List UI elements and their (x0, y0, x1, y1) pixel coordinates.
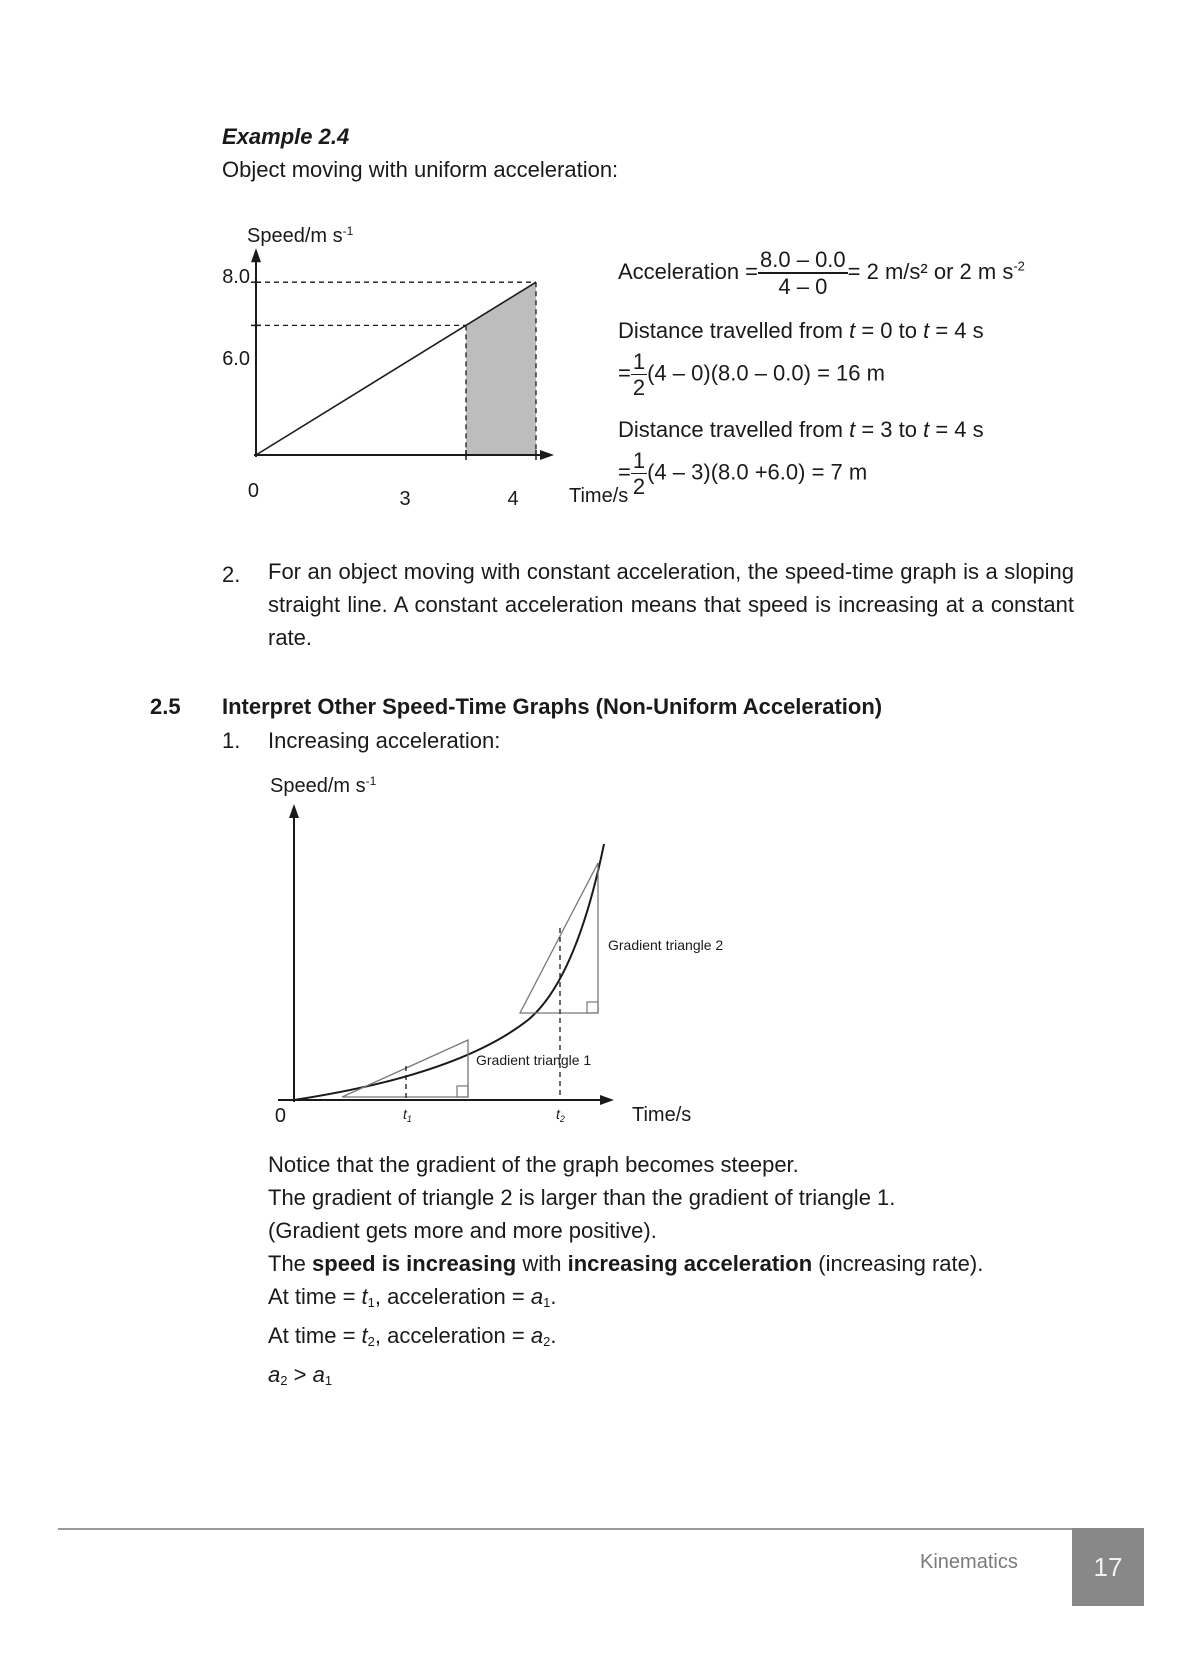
g2-right-angle-1 (457, 1086, 468, 1097)
note-line: The gradient of triangle 2 is larger than the gradient of triangle 1. (268, 1185, 896, 1210)
speed-time-graph-increasing (258, 770, 778, 1130)
g2-x-axis-label: Time/s (632, 1104, 692, 1126)
accel-fraction: $\frac{8.0 - 0.0}{4 - 0}$ (760, 247, 846, 300)
footer-rule (58, 1528, 1144, 1530)
g1-origin-label: 0 (247, 480, 259, 502)
example-title: Example 2.4 (222, 124, 350, 149)
g1-y-axis-arrow (251, 248, 261, 262)
notes-block (268, 1148, 983, 1397)
g2-t2-label: $t_2$ (556, 1106, 565, 1124)
g1-y-axis-label: Speed/m $s^{-1}$ (247, 224, 354, 247)
chapter-name: Kinematics (920, 1551, 1018, 1573)
g2-origin-label: 0 (274, 1105, 286, 1127)
g1-shaded-area (466, 282, 536, 455)
g2-right-angle-2 (587, 1002, 598, 1013)
accel-result: = 2 m/s² or 2 m s (847, 258, 1014, 284)
g2-triangle-2-label: Gradient triangle 2 (608, 937, 724, 953)
speed-time-graph-uniform (210, 220, 629, 510)
point-1-text: Increasing acceleration: (268, 728, 501, 753)
g1-x-tick-label: 3 (399, 488, 411, 510)
list-number: 2. (222, 562, 241, 587)
g2-x-axis-arrow (600, 1095, 614, 1105)
note-line: At time = $t_2$, acceleration = $a_2$. (268, 1323, 557, 1349)
gradient-triangle-1 (342, 1040, 468, 1097)
g1-x-tick-label: 4 (507, 488, 519, 510)
g1-x-axis-label: Time/s (569, 485, 629, 507)
list-number: 1. (222, 728, 241, 753)
gradient-triangle-2 (520, 863, 598, 1013)
point-2-text: For an object moving with constant acceleration, the speed-time graph is a sloping straight line. A constant acceleration means that speed is increasing at a constant rate. (268, 559, 1074, 650)
distance-line-1: Distance travelled from t = 0 to t = 4 s (618, 318, 984, 343)
g2-t1-label: $t_1$ (403, 1106, 412, 1124)
note-line: Notice that the gradient of the graph becomes steeper. (268, 1152, 799, 1177)
example-subtitle: Object moving with uniform acceleration: (222, 157, 619, 182)
page-number: 17 (1072, 1528, 1144, 1606)
g2-y-axis-label: Speed/m $s^{-1}$ (270, 774, 377, 797)
section-title: Interpret Other Speed-Time Graphs (Non-Uniform Acceleration) (222, 694, 883, 719)
accel-label: Acceleration = (618, 258, 759, 284)
note-line: (Gradient gets more and more positive). (268, 1218, 657, 1243)
g1-y-tick-label: 6.0 (222, 348, 250, 370)
distance-calc-1: = $\frac{1}{2}$ (4 – 0)(8.0 – 0.0) = 16 m (618, 349, 885, 401)
note-line: $a_2 > a_1$ (268, 1362, 333, 1388)
g1-y-tick-label: 8.0 (222, 266, 250, 288)
g2-y-axis-arrow (289, 804, 299, 818)
g2-triangle-1-label: Gradient triangle 1 (476, 1052, 592, 1068)
half-fraction: $\frac{1}{2}$ (632, 448, 646, 500)
distance-calc-2: = $\frac{1}{2}$ (4 – 3)(8.0 +6.0) = 7 m (618, 448, 868, 500)
section-number: 2.5 (150, 694, 181, 719)
note-line: At time = $t_1$, acceleration = $a_1$. (268, 1284, 557, 1310)
g1-x-axis-arrow (540, 450, 554, 460)
distance-line-2: Distance travelled from t = 3 to t = 4 s (618, 417, 984, 442)
half-fraction: $\frac{1}{2}$ (632, 349, 646, 401)
acceleration-formula: Acceleration = $\frac{8.0 - 0.0}{4 - 0}$ = 2 m/s² or 2 m $s^{-2}$ (618, 247, 1025, 300)
note-line: The speed is increasing with increasing acceleration (increasing rate). (268, 1251, 984, 1276)
